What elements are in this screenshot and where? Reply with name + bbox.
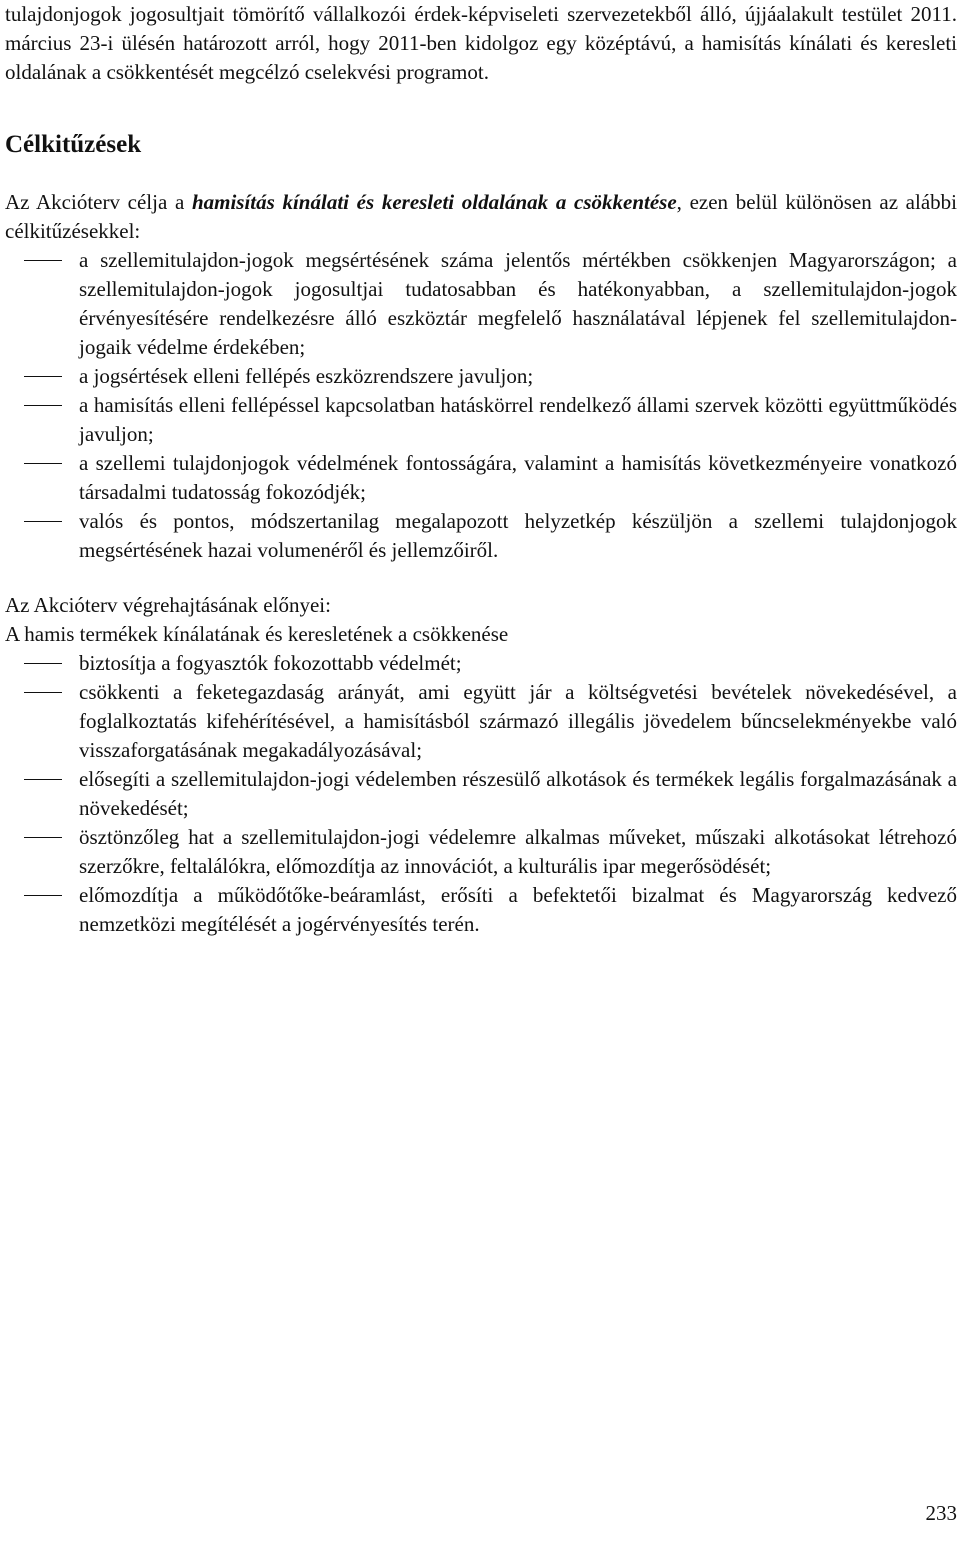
benefits-heading: Az Akcióterv végrehajtásának előnyei:	[5, 593, 331, 617]
goals-lead-before: Az Akcióterv célja a	[5, 190, 192, 214]
dash-bullet-icon	[24, 521, 62, 522]
dash-bullet-icon	[24, 260, 62, 261]
intro-paragraph: tulajdonjogok jogosultjait tömörítő vállalkozói érdek-képviseleti szervezetekből álló, újjáalakult testület 2011. március 23-i ülésén határozott arról, hogy 2011-ben kidolgoz egy középtávú, a hamisítás kínálati és keresleti oldalának a csökkentését megcélzó cselekvési programot.	[5, 2, 957, 84]
dash-bullet-icon	[24, 779, 62, 780]
dash-bullet-icon	[24, 405, 62, 406]
list-item	[5, 362, 957, 391]
goal-item-text: valós és pontos, módszertanilag megalapozott helyzetkép készüljön a szellemi tulajdonjogok megsértésének hazai volumenéről és jellemzőiről.	[79, 509, 957, 562]
benefit-item-text: biztosítja a fogyasztók fokozottabb védelmét;	[79, 651, 462, 675]
goals-lead	[5, 188, 957, 246]
goals-list	[5, 246, 957, 565]
dash-bullet-icon	[24, 837, 62, 838]
dash-bullet-icon	[24, 895, 62, 896]
list-item	[5, 881, 957, 939]
benefits-list	[5, 649, 957, 939]
list-item	[5, 246, 957, 362]
benefit-item-text: ösztönzőleg hat a szellemitulajdon-jogi védelemre alkalmas műveket, műszaki alkotásokat létrehozó szerzőkre, feltalálókra, előmozdítja az innovációt, a kulturális ipar megerősödését;	[79, 825, 957, 878]
list-item	[5, 449, 957, 507]
goal-item-text: a hamisítás elleni fellépéssel kapcsolatban hatáskörrel rendelkező állami szervek közötti együttműködés javuljon;	[79, 393, 957, 446]
list-item	[5, 391, 957, 449]
page-number: 233	[925, 1501, 957, 1525]
goals-lead-after: , ezen belül különösen az alábbi célkitűzésekkel:	[5, 190, 957, 243]
dash-bullet-icon	[24, 463, 62, 464]
benefits-lead: A hamis termékek kínálatának és keresletének a csökkenése	[5, 622, 509, 646]
goal-item-text: a szellemi tulajdonjogok védelmének fontosságára, valamint a hamisítás következményeire vonatkozó társadalmi tudatosság fokozódjék;	[79, 451, 957, 504]
dash-bullet-icon	[24, 663, 62, 664]
list-item	[5, 823, 957, 881]
dash-bullet-icon	[24, 692, 62, 693]
benefit-item-text: előmozdítja a működőtőke-beáramlást, erősíti a befektetői bizalmat és Magyarország kedvező nemzetközi megítélését a jogérvényesítés terén.	[79, 883, 957, 936]
benefit-item-text: elősegíti a szellemitulajdon-jogi védelemben részesülő alkotások és termékek legális forgalmazásának a növekedését;	[79, 767, 957, 820]
goals-lead-emphasis: hamisítás kínálati és keresleti oldalának a csökkentése	[191, 190, 677, 214]
goal-item-text: a szellemitulajdon-jogok megsértésének száma jelentős mértékben csökkenjen Magyarországon; a szellemitulajdon-jogok jogosultjai tudatosabban és hatékonyabban, a szellemitulajdon-jogok érvényesítésére rendelkezésre álló eszköztár megfelelő használatával lépjenek fel szellemitulajdon-jogaik védelme érdekében;	[79, 248, 957, 359]
benefit-item-text: csökkenti a feketegazdaság arányát, ami együtt jár a költségvetési bevételek növekedésével, a foglalkoztatás kifehérítésével, a hamisításból származó illegális jövedelem bűncselekményekbe való visszaforgatásának megakadályozásával;	[79, 680, 957, 762]
list-item	[5, 649, 957, 678]
list-item	[5, 765, 957, 823]
list-item	[5, 678, 957, 765]
list-item	[5, 507, 957, 565]
section-title: Célkitűzések	[5, 131, 142, 158]
dash-bullet-icon	[24, 376, 62, 377]
goal-item-text: a jogsértések elleni fellépés eszközrendszere javuljon;	[79, 364, 534, 388]
document-page	[5, 0, 957, 939]
